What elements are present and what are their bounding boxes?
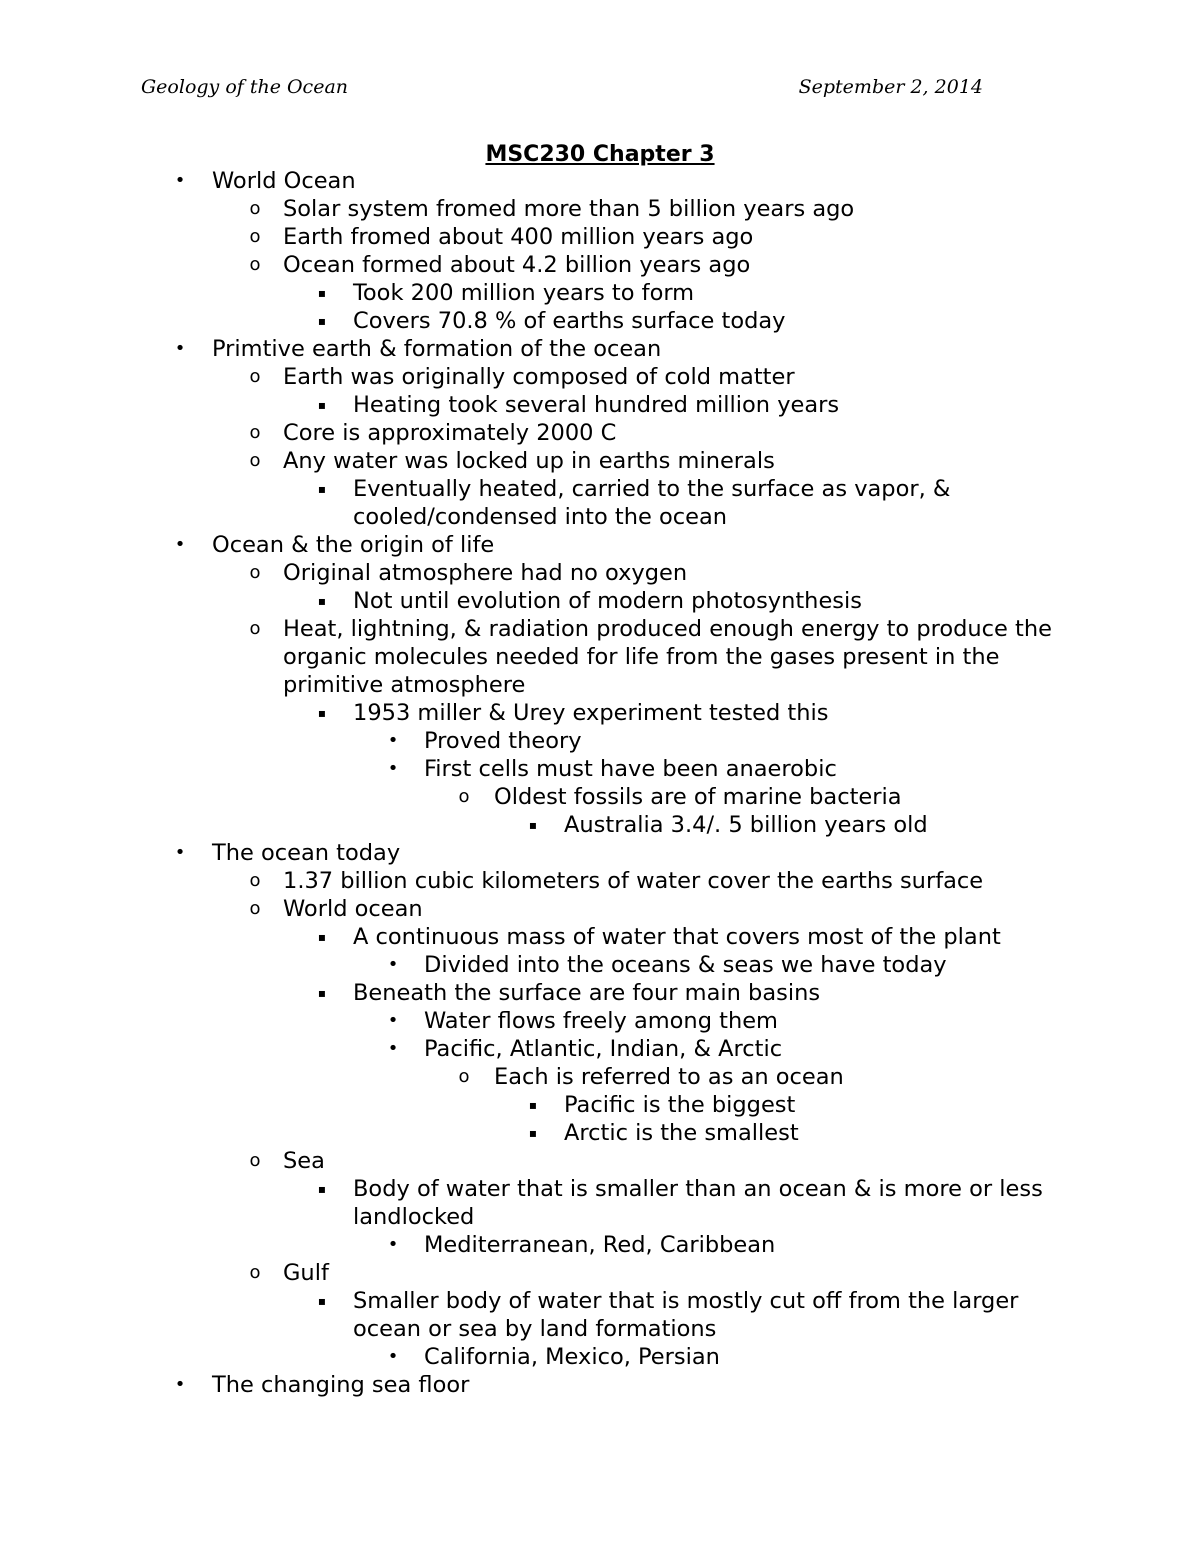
list-item — [0, 447, 1200, 475]
list-item-text: Eventually heated, carried to the surface as vapor, & cooled/condensed into the ocean — [353, 476, 951, 530]
bullet-icon: ▪ — [317, 1294, 327, 1308]
list-item — [0, 279, 1200, 307]
list-item — [0, 839, 1200, 867]
list-item-text: Sea — [283, 1148, 325, 1174]
header-date: September 2, 2014 — [798, 76, 983, 98]
bullet-icon: o — [249, 422, 261, 443]
list-item-text: Heating took several hundred million years — [353, 392, 840, 418]
list-item-text: Divided into the oceans & seas we have today — [424, 952, 947, 978]
list-item-text: Body of water that is smaller than an ocean & is more or less landlocked — [353, 1176, 1043, 1230]
list-item-text: Ocean formed about 4.2 billion years ago — [283, 252, 751, 278]
bullet-icon: o — [458, 1066, 470, 1087]
header-course-title: Geology of the Ocean — [141, 76, 349, 98]
list-item — [0, 615, 1200, 699]
list-item — [0, 559, 1200, 587]
bullet-icon: • — [174, 534, 186, 555]
list-item-text: Not until evolution of modern photosynthesis — [353, 588, 862, 614]
bullet-icon: • — [387, 730, 399, 751]
bullet-icon: • — [174, 338, 186, 359]
list-item — [0, 335, 1200, 363]
bullet-icon: • — [387, 1010, 399, 1031]
list-item — [0, 587, 1200, 615]
list-item-text: Ocean & the origin of life — [212, 532, 495, 558]
list-item-text: Covers 70.8 % of earths surface today — [353, 308, 786, 334]
list-item — [0, 1343, 1200, 1371]
bullet-icon: o — [249, 870, 261, 891]
list-item — [0, 419, 1200, 447]
list-item-text: Core is approximately 2000 C — [283, 420, 617, 446]
list-item-text: Arctic is the smallest — [564, 1120, 799, 1146]
bullet-icon: o — [249, 1150, 261, 1171]
list-item — [0, 223, 1200, 251]
list-item-text: Australia 3.4/. 5 billion years old — [564, 812, 928, 838]
list-item-text: First cells must have been anaerobic — [424, 756, 837, 782]
list-item-text: Original atmosphere had no oxygen — [283, 560, 688, 586]
list-item — [0, 1007, 1200, 1035]
list-item-text: Earth fromed about 400 million years ago — [283, 224, 754, 250]
bullet-icon: o — [458, 786, 470, 807]
list-item — [0, 195, 1200, 223]
list-item-text: The ocean today — [212, 840, 401, 866]
bullet-icon: o — [249, 450, 261, 471]
bullet-icon: ▪ — [317, 314, 327, 328]
bullet-icon: • — [174, 842, 186, 863]
bullet-icon: • — [387, 954, 399, 975]
list-item — [0, 755, 1200, 783]
list-item-text: Proved theory — [424, 728, 582, 754]
bullet-icon: • — [174, 170, 186, 191]
bullet-icon: o — [249, 898, 261, 919]
list-item — [0, 251, 1200, 279]
list-item — [0, 307, 1200, 335]
list-item-text: Solar system fromed more than 5 billion years ago — [283, 196, 855, 222]
document-title: MSC230 Chapter 3 — [485, 142, 715, 167]
bullet-icon: • — [174, 1374, 186, 1395]
bullet-icon: ▪ — [317, 286, 327, 300]
list-item — [0, 363, 1200, 391]
list-item-text: California, Mexico, Persian — [424, 1344, 720, 1370]
list-item-text: The changing sea floor — [212, 1372, 470, 1398]
bullet-icon: • — [387, 1234, 399, 1255]
list-item-text: Took 200 million years to form — [353, 280, 695, 306]
list-item-text: Beneath the surface are four main basins — [353, 980, 821, 1006]
bullet-icon: ▪ — [528, 1126, 538, 1140]
list-item — [0, 1063, 1200, 1091]
list-item — [0, 1147, 1200, 1175]
list-item-text: 1.37 billion cubic kilometers of water cover the earths surface — [283, 868, 984, 894]
page-header — [141, 72, 983, 102]
bullet-icon: ▪ — [528, 1098, 538, 1112]
list-item — [0, 1091, 1200, 1119]
bullet-icon: o — [249, 618, 261, 639]
bullet-icon: o — [249, 562, 261, 583]
bullet-icon: o — [249, 366, 261, 387]
list-item-text: A continuous mass of water that covers most of the plant — [353, 924, 1001, 950]
bullet-icon: o — [249, 226, 261, 247]
list-item — [0, 391, 1200, 419]
list-item — [0, 867, 1200, 895]
notes-outline — [0, 167, 1200, 1399]
bullet-icon: o — [249, 1262, 261, 1283]
bullet-icon: ▪ — [317, 398, 327, 412]
list-item — [0, 699, 1200, 727]
bullet-icon: ▪ — [317, 1182, 327, 1196]
list-item-text: Pacific is the biggest — [564, 1092, 796, 1118]
list-item-text: Primtive earth & formation of the ocean — [212, 336, 662, 362]
list-item-text: Earth was originally composed of cold matter — [283, 364, 795, 390]
list-item — [0, 1259, 1200, 1287]
bullet-icon: o — [249, 198, 261, 219]
list-item — [0, 979, 1200, 1007]
list-item-text: Water flows freely among them — [424, 1008, 778, 1034]
list-item — [0, 531, 1200, 559]
list-item-text: World Ocean — [212, 168, 356, 194]
bullet-icon: ▪ — [317, 930, 327, 944]
bullet-icon: ▪ — [317, 594, 327, 608]
bullet-icon: o — [249, 254, 261, 275]
list-item-text: Oldest fossils are of marine bacteria — [494, 784, 902, 810]
list-item-text: 1953 miller & Urey experiment tested this — [353, 700, 829, 726]
list-item-text: Any water was locked up in earths minerals — [283, 448, 775, 474]
list-item — [0, 783, 1200, 811]
list-item-text: Smaller body of water that is mostly cut off from the larger ocean or sea by land formations — [353, 1288, 1019, 1342]
list-item — [0, 811, 1200, 839]
list-item — [0, 1371, 1200, 1399]
list-item-text: Each is referred to as an ocean — [494, 1064, 844, 1090]
list-item-text: Pacific, Atlantic, Indian, & Arctic — [424, 1036, 783, 1062]
list-item — [0, 895, 1200, 923]
list-item-text: Gulf — [283, 1260, 329, 1286]
bullet-icon: ▪ — [317, 986, 327, 1000]
list-item — [0, 727, 1200, 755]
list-item — [0, 923, 1200, 951]
list-item — [0, 1231, 1200, 1259]
bullet-icon: • — [387, 1346, 399, 1367]
list-item — [0, 951, 1200, 979]
list-item — [0, 1175, 1200, 1231]
list-item-text: Mediterranean, Red, Caribbean — [424, 1232, 776, 1258]
list-item — [0, 475, 1200, 531]
list-item-text: World ocean — [283, 896, 423, 922]
bullet-icon: • — [387, 1038, 399, 1059]
bullet-icon: ▪ — [317, 482, 327, 496]
list-item — [0, 167, 1200, 195]
list-item-text: Heat, lightning, & radiation produced enough energy to produce the organic molecules needed for life from the gases present in the primitive atmosphere — [283, 616, 1052, 698]
bullet-icon: • — [387, 758, 399, 779]
list-item — [0, 1287, 1200, 1343]
list-item — [0, 1035, 1200, 1063]
bullet-icon: ▪ — [317, 706, 327, 720]
list-item — [0, 1119, 1200, 1147]
bullet-icon: ▪ — [528, 818, 538, 832]
